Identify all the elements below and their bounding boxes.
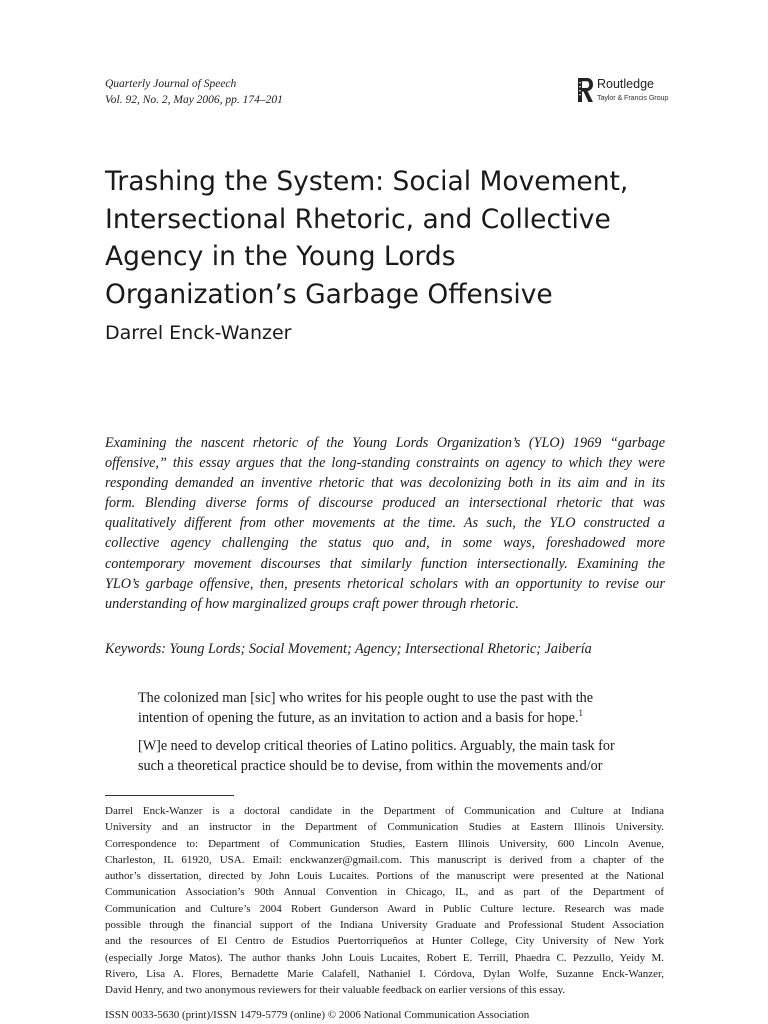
epigraph-line: The colonized man [sic] who writes for his people ought to use the past with the — [138, 690, 594, 706]
abstract-line: offensive,” this essay argues that the long-standing constraints on agency to which they were — [105, 455, 665, 472]
epigraph-line: such a theoretical practice should be to devise, from within the movements and/or — [138, 757, 603, 774]
abstract-line: responding demanded an inventive rhetoric that was decolonizing both in its aim and in its — [105, 475, 665, 492]
journal-header — [105, 76, 283, 108]
abstract-line: YLO’s garbage offensive, then, presents rhetorical scholars with an opportunity to revise our — [105, 575, 665, 592]
title-line: Agency in the Young Lords — [105, 241, 456, 272]
footnote-line: author’s dissertation, directed by John Louis Lucaites. Portions of the manuscript were presented at the National — [105, 870, 664, 883]
footnote-divider — [105, 795, 234, 796]
title-line: Trashing the System: Social Movement, — [105, 166, 629, 197]
abstract-line: qualitatively different from other movements at the time. As such, the YLO constructed a — [105, 515, 665, 532]
footnote-line: Rivero, Lisa A. Flores, Bernadette Marie Calafell, Nathaniel I. Córdova, Dylan Wolfe, Suzanne Enck-Wanzer, — [105, 967, 664, 980]
journal-name: Quarterly Journal of Speech — [105, 78, 237, 90]
abstract-line: understanding of how marginalized groups craft power through rhetoric. — [105, 595, 519, 612]
footnote-line: University and an instructor in the Department of Communication Studies at Eastern Illinois University. — [105, 821, 664, 834]
footnote-line: Communication and Culture’s 2004 Robert Gunderson Award in Public Culture lecture. Research was made — [105, 902, 664, 915]
footnote-line: and the resources of El Centro de Estudios Puertorriqueños at Hunter College, City University of New York — [105, 935, 664, 948]
publisher-name: Routledge — [597, 77, 654, 91]
routledge-r-icon — [578, 76, 594, 104]
abstract-line: Examining the nascent rhetoric of the Young Lords Organization’s (YLO) 1969 “garbage — [105, 435, 665, 451]
footnote-line: David Henry, and two anonymous reviewers for their valuable feedback on earlier versions of this essay. — [105, 984, 566, 997]
epigraph-line: [W]e need to develop critical theories of Latino politics. Arguably, the main task for — [138, 738, 615, 754]
title-line: Intersectional Rhetoric, and Collective — [105, 203, 611, 235]
abstract — [105, 433, 665, 614]
article-title — [105, 163, 705, 313]
keywords: Keywords: Young Lords; Social Movement; Agency; Intersectional Rhetoric; Jaibería — [105, 641, 592, 657]
footnote-marker[interactable]: 1 — [578, 707, 583, 718]
epigraph-line: intention of opening the future, as an invitation to action and a basis for hope. — [138, 709, 579, 726]
footnote-line: Charleston, IL 61920, USA. Email: enckwanzer@gmail.com. This manuscript is derived from a chapter of the — [105, 853, 664, 866]
article-author: Darrel Enck-Wanzer — [105, 322, 292, 344]
epigraph-second — [138, 737, 632, 776]
abstract-line: collective agency challenging the status quo and, in some ways, foreshadowed more — [105, 535, 665, 552]
footnote-line: Darrel Enck-Wanzer is a doctoral candidate in the Department of Communication and Culture at Indiana — [105, 805, 664, 817]
issn-line: ISSN 0033-5630 (print)/ISSN 1479-5779 (online) © 2006 National Communication Association — [105, 1009, 530, 1021]
footnote-line: (especially Jorge Matos). The author thanks John Louis Lucaites, Robert E. Terrill, Phaedra C. Pezzullo, Yeidy M. — [105, 951, 664, 964]
footnote-line: Correspondence to: Department of Communication Studies, Eastern Illinois University, 600 Lincoln Avenue, — [105, 837, 664, 850]
author-footnote — [105, 803, 664, 999]
publisher-group: Taylor & Francis Group — [597, 93, 669, 102]
footnote-line: Communication Association’s 90th Annual Convention in Chicago, IL, and as part of the Department of — [105, 886, 664, 899]
footnote-line: possible through the financial support of the Indiana University Graduate and Professional Student Association — [105, 919, 664, 932]
publisher-logo — [578, 76, 688, 108]
epigraph-first — [138, 689, 632, 728]
journal-citation: Vol. 92, No. 2, May 2006, pp. 174–201 — [105, 94, 283, 106]
abstract-line: contemporary movement discourses that similarly function intersectionally. Examining the — [105, 555, 665, 572]
title-line: Organization’s Garbage Offensive — [105, 278, 553, 310]
epigraph-line-with-note — [138, 709, 632, 729]
abstract-line: form. Blending diverse forms of discourse produced an intersectional rhetoric that was — [105, 495, 665, 512]
